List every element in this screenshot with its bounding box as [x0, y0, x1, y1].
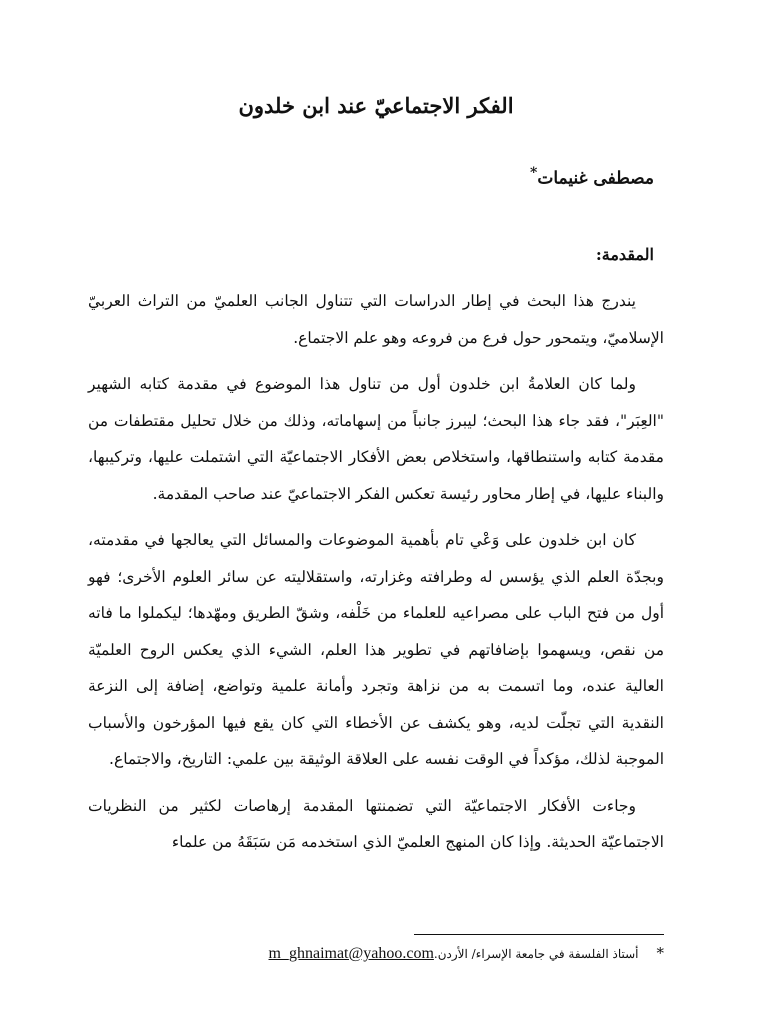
article-page	[88, 0, 664, 1024]
footnote-mark: *	[656, 944, 664, 962]
section-heading: المقدمة:	[595, 245, 654, 264]
paragraph-2: ولما كان العلامةُ ابن خلدون أول من تناول هذا الموضوع في مقدمة كتابه الشهير "العِبَر"، فقد جاء هذا البحث؛ ليبرز جانباً من إسهاماته، وذلك من خلال تحليل مقتطفات من مقدمة كتابه واستنطاقها، واستخلاص بعض الأفكار الاجتماعيّة التي اشتملت عليها، وتركيبها، والبناء عليها، في إطار محاور رئيسة تعكس الفكر الاجتماعيّ عند صاحب المقدمة.	[88, 375, 664, 503]
paragraph-1: يندرج هذا البحث في إطار الدراسات التي تتناول الجانب العلميّ من التراث العربيّ الإسلاميّ، ويتمحور حول فرع من فروعه وهو علم الاجتماع.	[88, 292, 664, 347]
author-footnote-mark: *	[530, 165, 538, 181]
author-email-link[interactable]: m_ghnaimat@yahoo.com	[268, 945, 434, 962]
footnote	[88, 944, 664, 963]
author-name-text: مصطفى غنيمات	[537, 168, 654, 189]
paragraph-3: كان ابن خلدون على وَعْي تام بأهمية الموضوعات والمسائل التي يعالجها في مقدمته، وبجدّة العلم الذي يؤسس له وطرافته وغزارته، واستقلاليته عن سائر العلوم الأخرى؛ فهو أول من فتح الباب على مصراعيه للعلماء من خَلْفه، وشقّ الطريق ومهّدها؛ ليكملوا ما فاته من نقص، ويسهموا بإضافاتهم في تطوير هذا العلم، الشيء الذي يعكس الروح العلميّة العالية عنده، وما اتسمت به من نزاهة وتجرد وأمانة علمية وتواضع، إضافة إلى النزعة النقدية التي تجلّت لديه، وهو يكشف عن الأخطاء التي كان يقع فيها المؤرخون والأسباب الموجبة لذلك، مؤكداً في الوقت نفسه على العلاقة الوثيقة بين علمي: التاريخ، والاجتماع.	[88, 531, 664, 768]
author-name	[530, 165, 654, 189]
article-title: الفكر الاجتماعيّ عند ابن خلدون	[238, 93, 514, 118]
footnote-text: أستاذ الفلسفة في جامعة الإسراء/ الأردن.	[433, 947, 639, 961]
paragraph-4: وجاءت الأفكار الاجتماعيّة التي تضمنتها المقدمة إرهاصات لكثير من النظريات الاجتماعيّة الحديثة. وإذا كان المنهج العلميّ الذي استخدمه مَن سَبَقَهُ من علماء	[88, 796, 664, 851]
footnote-divider	[414, 934, 664, 935]
article-body	[88, 283, 664, 871]
